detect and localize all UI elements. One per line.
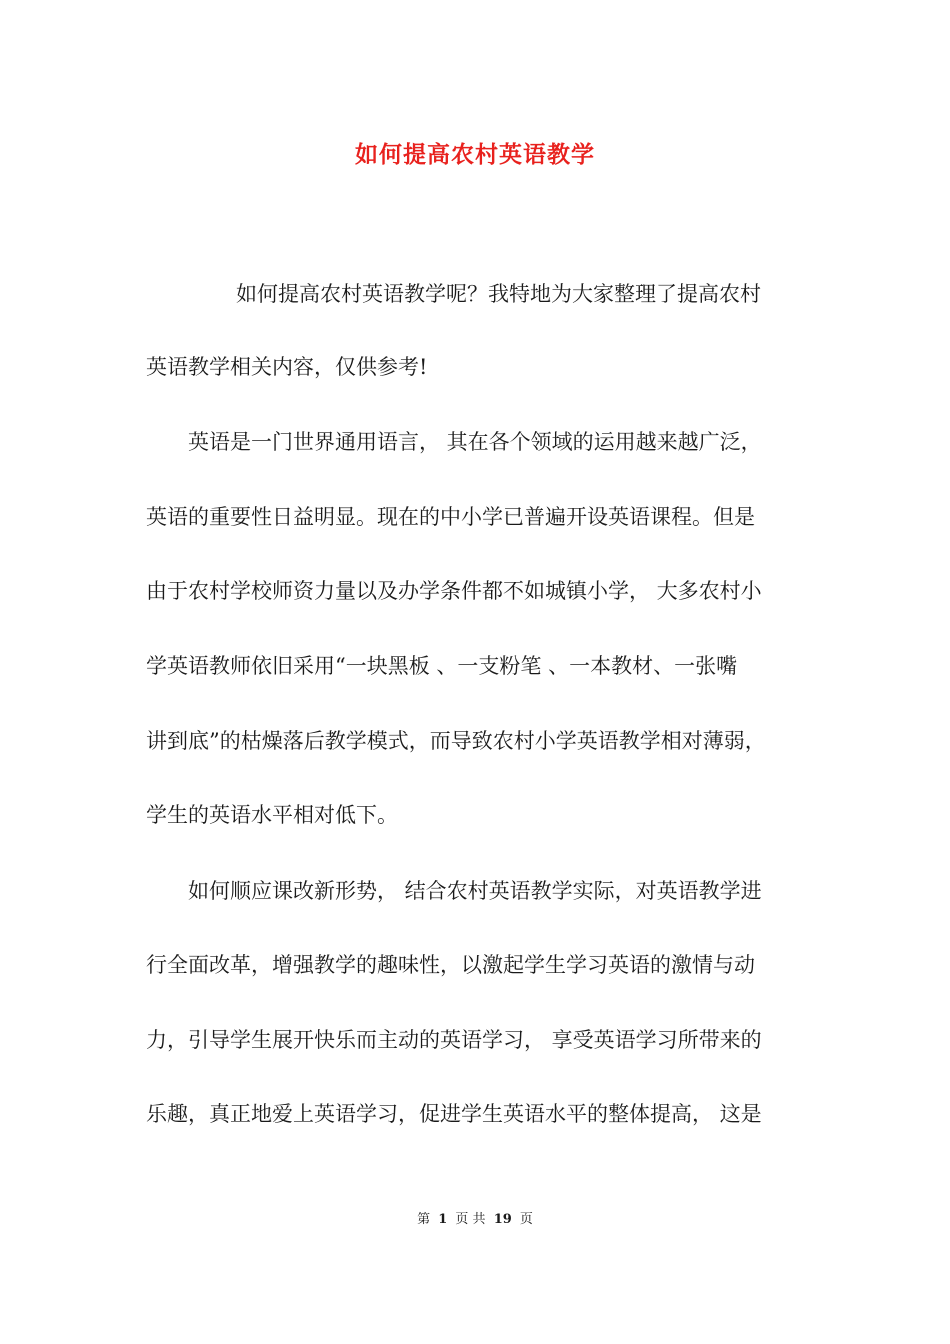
paragraph-line: 力，引导学生展开快乐而主动的英语学习， 享受英语学习所带来的 [146,1028,762,1052]
paragraph-line: 英语的重要性日益明显。现在的中小学已普遍开设英语课程。但是 [146,505,755,529]
footer-prefix: 第 [417,1212,431,1227]
paragraph-line: 英语是一门世界通用语言， 其在各个领域的运用越来越广泛， [188,430,762,454]
paragraph-line: 讲到底”的枯燥落后教学模式，而导致农村小学英语教学相对薄弱， [146,729,766,753]
paragraph-line: 学英语教师依旧采用“一块黑板 、一支粉笔 、一本教材、一张嘴 [146,654,738,678]
footer-suffix: 页 [519,1212,533,1227]
footer-middle: 页 共 [455,1212,486,1227]
page-footer [0,1208,950,1227]
paragraph-line: 学生的英语水平相对低下。 [146,803,398,827]
footer-total-pages: 19 [493,1212,512,1227]
paragraph-line: 行全面改革，增强教学的趣味性，以激起学生学习英语的激情与动 [146,953,755,977]
paragraph-line: 乐趣，真正地爱上英语学习，促进学生英语水平的整体提高， 这是 [146,1102,762,1126]
footer-page-number: 1 [438,1212,448,1227]
paragraph-line: 如何提高农村英语教学呢？我特地为大家整理了提高农村 [236,282,761,306]
paragraph-line: 由于农村学校师资力量以及办学条件都不如城镇小学， 大多农村小 [146,579,762,603]
paragraph-line: 如何顺应课改新形势， 结合农村英语教学实际，对英语教学进 [188,879,762,903]
document-title: 如何提高农村英语教学 [355,141,595,168]
paragraph-line: 英语教学相关内容，仅供参考! [146,355,428,379]
